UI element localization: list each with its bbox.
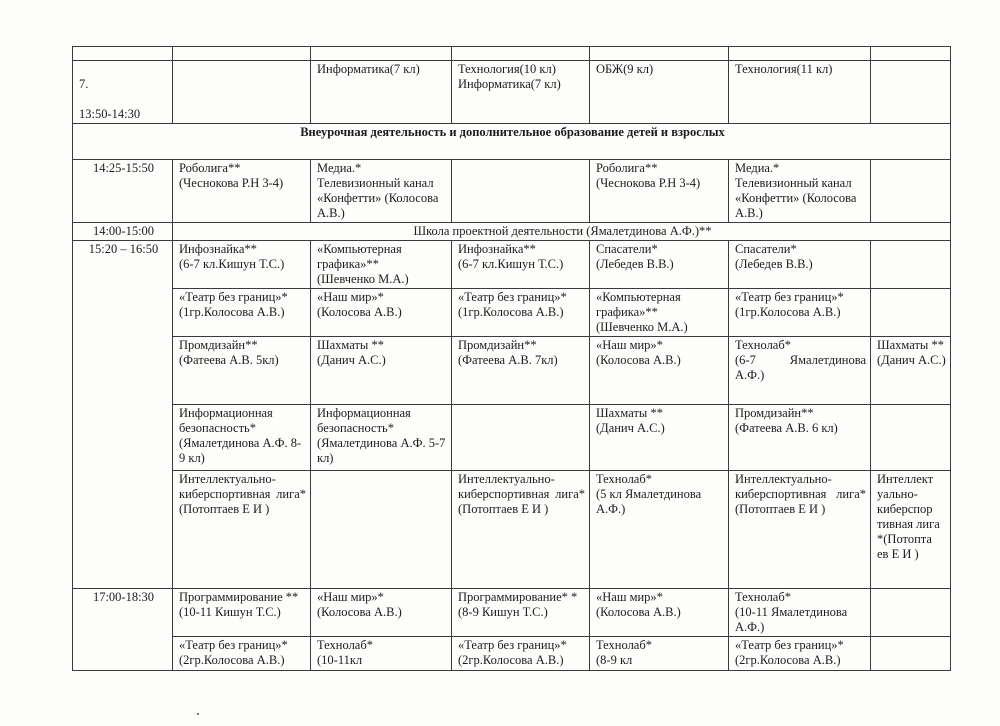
lesson-number: 7.: [79, 77, 89, 91]
schedule-cell: [871, 589, 951, 637]
schedule-cell: Шахматы ** (Данич А.С.): [871, 337, 951, 405]
schedule-cell: «Театр без границ»* (2гр.Колосова А.В.): [452, 637, 590, 671]
table-row: [73, 160, 951, 223]
time-cell: 17:00-18:30: [73, 589, 173, 671]
schedule-cell: Интеллектуально-киберспортивная лига* (Потоптаев Е И ): [173, 471, 311, 589]
schedule-cell: «Наш мир»* (Колосова А.В.): [311, 289, 452, 337]
schedule-cell: Программирование ** (10-11 Кишун Т.С.): [173, 589, 311, 637]
schedule-cell: [871, 405, 951, 471]
table-row: [73, 289, 951, 337]
schedule-cell: [311, 471, 452, 589]
schedule-cell: [871, 160, 951, 223]
time-cell: 15:20 – 16:50: [73, 241, 173, 589]
schedule-cell: [871, 637, 951, 671]
schedule-cell: Интеллектуально-киберспортивная лига* (Потоптаев Е И ): [729, 471, 871, 589]
cell-empty: [173, 47, 311, 61]
schedule-cell: ОБЖ(9 кл): [590, 61, 729, 124]
schedule-cell: [452, 160, 590, 223]
schedule-cell: «Наш мир»* (Колосова А.В.): [311, 589, 452, 637]
schedule-table: [72, 46, 951, 671]
schedule-cell: Инфознайка** (6-7 кл.Кишун Т.С.): [173, 241, 311, 289]
table-row-cut-top: [73, 47, 951, 61]
schedule-cell: «Театр без границ»* (1гр.Колосова А.В.): [729, 289, 871, 337]
cell-empty: [452, 47, 590, 61]
schedule-cell: «Наш мир»* (Колосова А.В.): [590, 589, 729, 637]
schedule-cell: Промдизайн** (Фатеева А.В. 7кл): [452, 337, 590, 405]
table-row: [73, 471, 951, 589]
schedule-cell: Технология(11 кл): [729, 61, 871, 124]
schedule-cell: «Компьютерная графика»** (Шевченко М.А.): [311, 241, 452, 289]
section-title: Внеурочная деятельность и дополнительное образование детей и взрослых: [73, 124, 951, 160]
schedule-cell: Спасатели* (Лебедев В.В.): [590, 241, 729, 289]
schedule-cell: «Театр без границ»* (2гр.Колосова А.В.): [729, 637, 871, 671]
schedule-cell: Интеллект уально-киберспор тивная лига *(Потопта ев Е И ): [871, 471, 951, 589]
table-row: [73, 223, 951, 241]
table-row: [73, 589, 951, 637]
schedule-cell: Технолаб* (10-11кл: [311, 637, 452, 671]
schedule-cell: [173, 61, 311, 124]
schedule-cell: Интеллектуально-киберспортивная лига* (Потоптаев Е И ): [452, 471, 590, 589]
schedule-cell: Медиа.* Телевизионный канал «Конфетти» (Колосова А.В.): [311, 160, 452, 223]
schedule-cell: Шахматы ** (Данич А.С.): [590, 405, 729, 471]
schedule-cell: «Театр без границ»* (2гр.Колосова А.В.): [173, 637, 311, 671]
cell-empty: [729, 47, 871, 61]
time-cell: 14:00-15:00: [73, 223, 173, 241]
schedule-cell: Технолаб* (5 кл Ямалетдинова А.Ф.): [590, 471, 729, 589]
cell-empty: [73, 47, 173, 61]
merged-activity-cell: Школа проектной деятельности (Ямалетдинова А.Ф.)**: [173, 223, 951, 241]
schedule-cell: Инфознайка** (6-7 кл.Кишун Т.С.): [452, 241, 590, 289]
schedule-cell: «Компьютерная графика»** (Шевченко М.А.): [590, 289, 729, 337]
schedule-cell: Технология(10 кл) Информатика(7 кл): [452, 61, 590, 124]
schedule-cell: Программирование* * (8-9 Кишун Т.С.): [452, 589, 590, 637]
schedule-cell: Технолаб* (6-7 Ямалетдинова А.Ф.): [729, 337, 871, 405]
cell-empty: [590, 47, 729, 61]
schedule-cell: «Театр без границ»* (1гр.Колосова А.В.): [452, 289, 590, 337]
lesson-row-7: [73, 61, 951, 124]
schedule-cell: Шахматы ** (Данич А.С.): [311, 337, 452, 405]
schedule-cell: Информатика(7 кл): [311, 61, 452, 124]
schedule-cell: «Театр без границ»* (1гр.Колосова А.В.): [173, 289, 311, 337]
table-row: [73, 337, 951, 405]
schedule-cell: Спасатели* (Лебедев В.В.): [729, 241, 871, 289]
schedule-cell: [871, 241, 951, 289]
page-top-margin: [0, 0, 1000, 46]
table-row: [73, 637, 951, 671]
schedule-cell: Медиа.* Телевизионный канал «Конфетти» (Колосова А.В.): [729, 160, 871, 223]
table-row: [73, 241, 951, 289]
cell-empty: [311, 47, 452, 61]
schedule-cell: Промдизайн** (Фатеева А.В. 5кл): [173, 337, 311, 405]
time-cell: 14:25-15:50: [73, 160, 173, 223]
schedule-cell: [452, 405, 590, 471]
lesson-time-cell: [73, 61, 173, 124]
schedule-cell: Роболига** (Чеснокова Р.Н 3-4): [590, 160, 729, 223]
cell-empty: [871, 47, 951, 61]
schedule-cell: Роболига** (Чеснокова Р.Н 3-4): [173, 160, 311, 223]
scan-speck: [197, 713, 199, 715]
schedule-cell: Информационная безопасность* (Ямалетдинова А.Ф. 5-7 кл): [311, 405, 452, 471]
schedule-cell: Технолаб* (10-11 Ямалетдинова А.Ф.): [729, 589, 871, 637]
schedule-cell: Информационная безопасность* (Ямалетдинова А.Ф. 8-9 кл): [173, 405, 311, 471]
schedule-cell: [871, 289, 951, 337]
schedule-cell: [871, 61, 951, 124]
table-row: [73, 405, 951, 471]
section-header-row: [73, 124, 951, 160]
schedule-cell: Промдизайн** (Фатеева А.В. 6 кл): [729, 405, 871, 471]
schedule-cell: Технолаб* (8-9 кл: [590, 637, 729, 671]
lesson-time: 13:50-14:30: [79, 107, 141, 121]
schedule-cell: «Наш мир»* (Колосова А.В.): [590, 337, 729, 405]
